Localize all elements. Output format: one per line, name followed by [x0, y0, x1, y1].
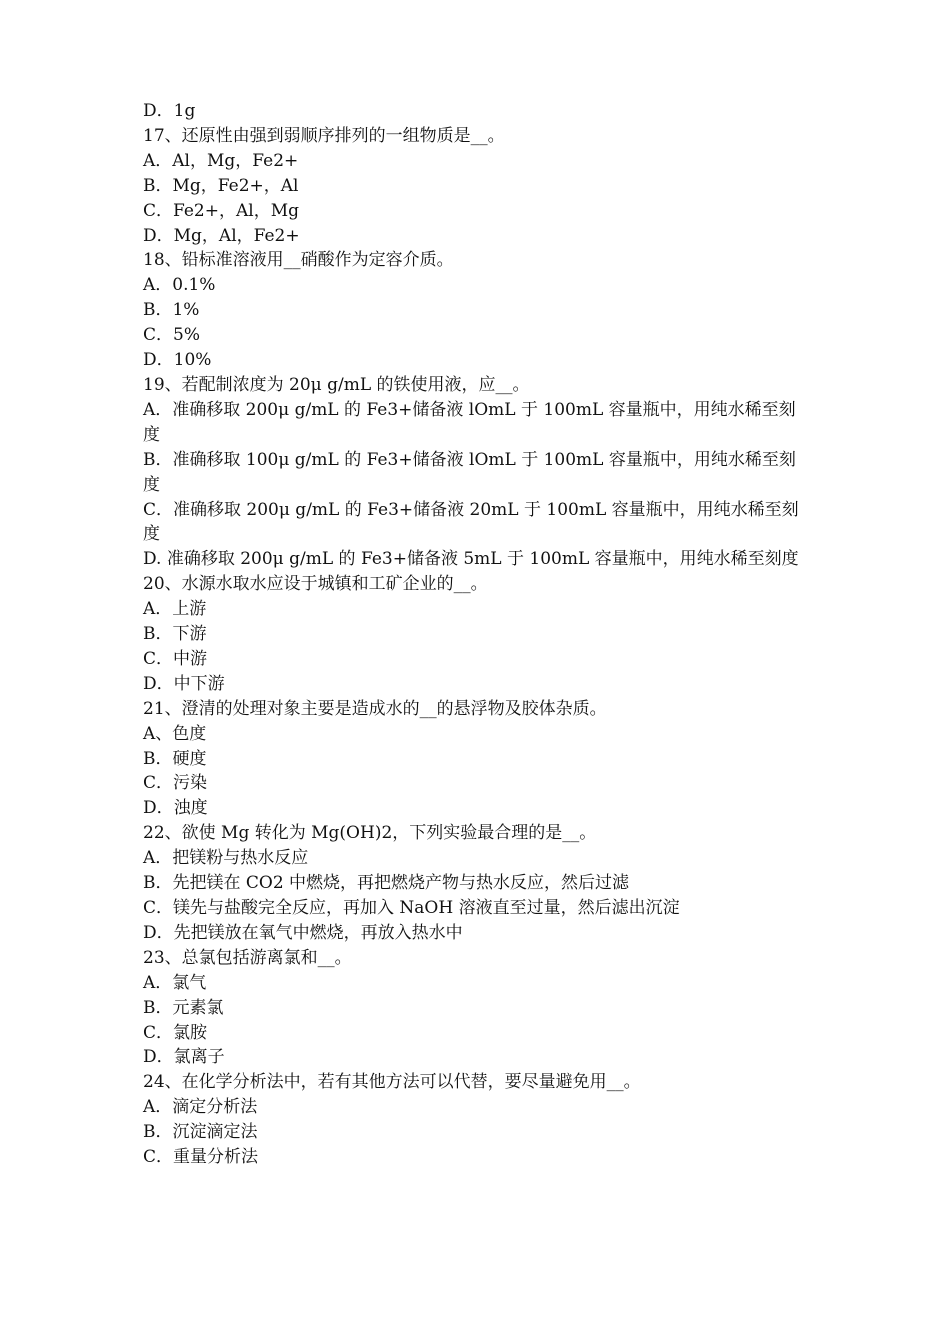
option-line: C．污染	[143, 773, 208, 794]
option-line: A．Al，Mg，Fe2+	[143, 150, 299, 171]
option-line: C．重量分析法	[143, 1147, 259, 1168]
option-line: B．沉淀滴定法	[143, 1122, 258, 1143]
question-line: 23、总氯包括游离氯和__。	[143, 947, 352, 968]
option-line: D．浊度	[143, 798, 208, 819]
option-line: D．Mg，Al，Fe2+	[143, 225, 300, 246]
option-line: B．Mg，Fe2+，Al	[143, 175, 299, 196]
option-line: B．准确移取 100μ g/mL 的 Fe3+储备液 lOmL 于 100mL 容量瓶中，用纯水稀至刻度	[143, 449, 796, 495]
option-line: D．1g	[143, 101, 196, 121]
option-line: A．准确移取 200μ g/mL 的 Fe3+储备液 lOmL 于 100mL 容量瓶中，用纯水稀至刻度	[143, 399, 796, 445]
option-line: A、色度	[143, 723, 207, 744]
option-line: D. 准确移取 200μ g/mL 的 Fe3+储备液 5mL 于 100mL 容量瓶中，用纯水稀至刻度	[143, 549, 799, 570]
question-line: 18、铅标准溶液用__硝酸作为定容介质。	[143, 250, 454, 271]
question-line: 24、在化学分析法中，若有其他方法可以代替，要尽量避免用__。	[143, 1072, 641, 1093]
option-line: C．准确移取 200μ g/mL 的 Fe3+储备液 20mL 于 100mL 容量瓶中，用纯水稀至刻度	[143, 499, 799, 545]
option-line: B．元素氯	[143, 997, 224, 1018]
option-line: A．0.1%	[143, 275, 216, 296]
question-line: 20、水源水取水应设于城镇和工矿企业的__。	[143, 574, 488, 595]
option-line: C．中游	[143, 648, 208, 669]
question-line: 21、澄清的处理对象主要是造成水的__的悬浮物及胶体杂质。	[143, 698, 607, 719]
option-line: C．Fe2+，Al，Mg	[143, 200, 299, 221]
document-body	[143, 99, 808, 1170]
option-line: C．氯胺	[143, 1022, 208, 1043]
option-line: D．中下游	[143, 673, 225, 694]
option-line: A．氯气	[143, 972, 207, 993]
option-line: D．氯离子	[143, 1047, 225, 1068]
option-line: B．下游	[143, 624, 207, 645]
option-line: B．硬度	[143, 748, 207, 769]
option-line: A．把镁粉与热水反应	[143, 848, 309, 869]
option-line: D．10%	[143, 350, 212, 371]
option-line: A．滴定分析法	[143, 1097, 258, 1118]
option-line: C．镁先与盐酸完全反应，再加入 NaOH 溶液直至过量，然后滤出沉淀	[143, 898, 680, 918]
question-line: 22、欲使 Mg 转化为 Mg(OH)2，下列实验最合理的是__。	[143, 823, 597, 844]
question-line: 19、若配制浓度为 20μ g/mL 的铁使用液，应__。	[143, 374, 530, 395]
option-line: B．1%	[143, 300, 200, 321]
option-line: B．先把镁在 CO2 中燃烧，再把燃烧产物与热水反应，然后过滤	[143, 873, 630, 894]
option-line: D．先把镁放在氧气中燃烧，再放入热水中	[143, 922, 463, 943]
question-line: 17、还原性由强到弱顺序排列的一组物质是__。	[143, 125, 505, 146]
option-line: A．上游	[143, 599, 207, 620]
option-line: C．5%	[143, 325, 200, 346]
